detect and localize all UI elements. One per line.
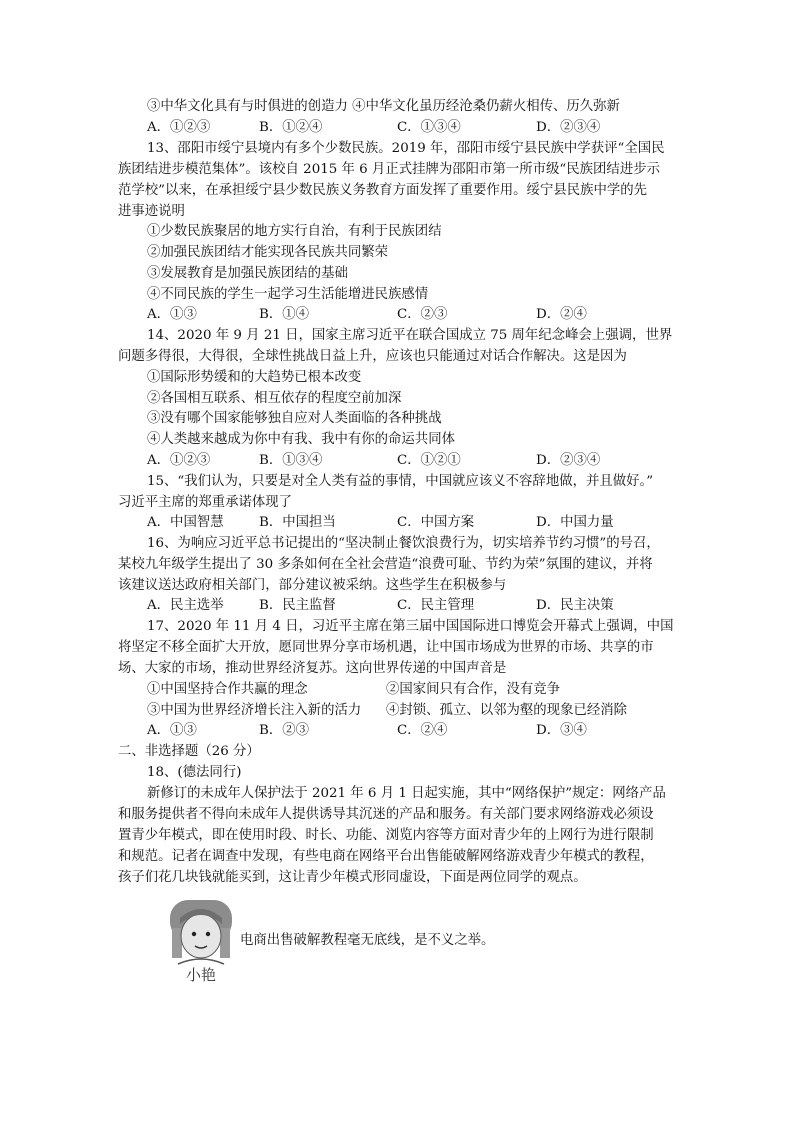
q13-option-a: A．①③ bbox=[147, 307, 197, 322]
q16-option-b: B．民主监督 bbox=[259, 598, 336, 613]
q13-stem-line: 族团结进步模范集体”。该校自 2015 年 6 月正式挂牌为邵阳市第一所市级“民族团结进步示 bbox=[118, 162, 660, 177]
q16-option-a: A．民主选举 bbox=[147, 598, 224, 613]
q16-option-d: D．民主决策 bbox=[536, 598, 614, 613]
q16-stem-line: 16、为响应习近平总书记提出的“坚决制止餐饮浪费行为，切实培养节约习惯”的号召， bbox=[147, 536, 660, 551]
q18-paragraph-line: 置青少年模式，即在使用时段、时长、功能、浏览内容等方面对青少年的上网行为进行限制 bbox=[118, 828, 654, 843]
q17-statement: ③中国为世界经济增长注入新的活力 bbox=[147, 703, 362, 718]
girl-portrait-icon bbox=[166, 898, 236, 968]
q14-stem-line: 14、2020 年 9 月 21 日，国家主席习近平在联合国成立 75 周年纪念峰会上强调，世界 bbox=[147, 328, 673, 343]
student-speech: 电商出售破解教程毫无底线，是不义之举。 bbox=[240, 933, 495, 948]
q16-stem-line: 该建议送达政府相关部门，部分建议被采纳。这些学生在积极参与 bbox=[118, 578, 507, 593]
q15-option-c: C．中国方案 bbox=[397, 515, 475, 530]
q13-stem-line: 进事迹说明 bbox=[118, 204, 185, 219]
q17-stem-line: 将坚定不移全面扩大开放，愿同世界分享市场机遇，让中国市场成为世界的市场、共享的市 bbox=[118, 640, 654, 655]
q12-option-b: B．①②④ bbox=[259, 120, 323, 135]
q14-statement: ③没有哪个国家能够独自应对人类面临的各种挑战 bbox=[147, 411, 442, 426]
q18-paragraph-line: 孩子们花几块钱就能买到，这让青少年模式形同虚设，下面是两位同学的观点。 bbox=[118, 870, 587, 885]
q14-statement: ②各国相互联系、相互依存的程度空前加深 bbox=[147, 391, 402, 406]
q13-option-c: C．②③ bbox=[397, 307, 448, 322]
q18-paragraph-line: 新修订的未成年人保护法于 2021 年 6 月 1 日起实施，其中“网络保护”规定：网络产品 bbox=[147, 786, 666, 801]
q17-option-c: C．②④ bbox=[397, 723, 448, 738]
q17-statement: ②国家间只有合作，没有竞争 bbox=[386, 682, 561, 697]
q17-option-a: A．①③ bbox=[147, 723, 197, 738]
q16-option-c: C．民主管理 bbox=[397, 598, 475, 613]
q14-stem-line: 问题多得很，大得很，全球性挑战日益上升，应该也只能通过对话合作解决。这是因为 bbox=[118, 349, 627, 364]
q12-statements-3-4: ③中华文化具有与时俱进的创造力 ④中华文化虽历经沧桑仍薪火相传、历久弥新 bbox=[147, 99, 620, 114]
q14-statement: ①国际形势缓和的大趋势已根本改变 bbox=[147, 370, 362, 385]
q14-option-a: A．①②③ bbox=[147, 453, 211, 468]
q17-stem-line: 17、2020 年 11 月 4 日，习近平主席在第三届中国国际进口博览会开幕式上强调，中国 bbox=[147, 619, 674, 634]
q15-option-a: A．中国智慧 bbox=[147, 515, 224, 530]
q17-statement: ①中国坚持合作共赢的理念 bbox=[147, 682, 308, 697]
q13-option-b: B．①④ bbox=[259, 307, 310, 322]
q17-option-b: B．②③ bbox=[259, 723, 310, 738]
q12-option-a: A．①②③ bbox=[147, 120, 211, 135]
q13-stem-line: 13、邵阳市绥宁县境内有多个少数民族。2019 年，邵阳市绥宁县民族中学获评“全国民 bbox=[147, 141, 665, 156]
q13-statement: ④不同民族的学生一起学习生活能增进民族感情 bbox=[147, 287, 429, 302]
q17-statement: ④封锁、孤立、以邻为壑的现象已经消除 bbox=[386, 703, 628, 718]
q13-statement: ③发展教育是加强民族团结的基础 bbox=[147, 266, 348, 281]
q15-option-d: D．中国力量 bbox=[536, 515, 614, 530]
q15-stem-line: 15、“我们认为，只要是对全人类有益的事情，中国就应该义不容辞地做，并且做好。” bbox=[147, 474, 654, 489]
q17-stem-line: 场、大家的市场，推动世界经济复苏。这向世界传递的中国声音是 bbox=[118, 661, 507, 676]
q16-stem-line: 某校九年级学生提出了 30 多条如何在全社会营造“浪费可耻、节约为荣”氛围的建议，并将 bbox=[118, 557, 653, 572]
q12-option-c: C．①③④ bbox=[397, 120, 461, 135]
q15-stem-line: 习近平主席的郑重承诺体现了 bbox=[118, 495, 293, 510]
q17-option-d: D．③④ bbox=[536, 723, 587, 738]
q13-statement: ②加强民族团结才能实现各民族共同繁荣 bbox=[147, 245, 389, 260]
q18-title: 18、(德法同行) bbox=[147, 765, 242, 780]
q14-statement: ④人类越来越成为你中有我、我中有你的命运共同体 bbox=[147, 432, 455, 447]
q13-statement: ①少数民族聚居的地方实行自治，有利于民族团结 bbox=[147, 224, 442, 239]
q18-paragraph-line: 和规范。记者在调查中发现，有些电商在网络平台出售能破解网络游戏青少年模式的教程， bbox=[118, 849, 654, 864]
section-heading: 二、非选择题（26 分） bbox=[118, 744, 260, 759]
q14-option-c: C．①②① bbox=[397, 453, 461, 468]
student-name: 小艳 bbox=[186, 966, 217, 984]
q14-option-b: B．①③④ bbox=[259, 453, 323, 468]
q13-stem-line: 范学校”以来，在承担绥宁县少数民族义务教育方面发挥了重要作用。绥宁县民族中学的先 bbox=[118, 183, 648, 198]
q13-option-d: D．②④ bbox=[536, 307, 587, 322]
q15-option-b: B．中国担当 bbox=[259, 515, 336, 530]
q14-option-d: D．②③④ bbox=[536, 453, 601, 468]
q18-paragraph-line: 和服务提供者不得向未成年人提供诱导其沉迷的产品和服务。有关部门要求网络游戏必须设 bbox=[118, 807, 654, 822]
q12-option-d: D．②③④ bbox=[536, 120, 601, 135]
